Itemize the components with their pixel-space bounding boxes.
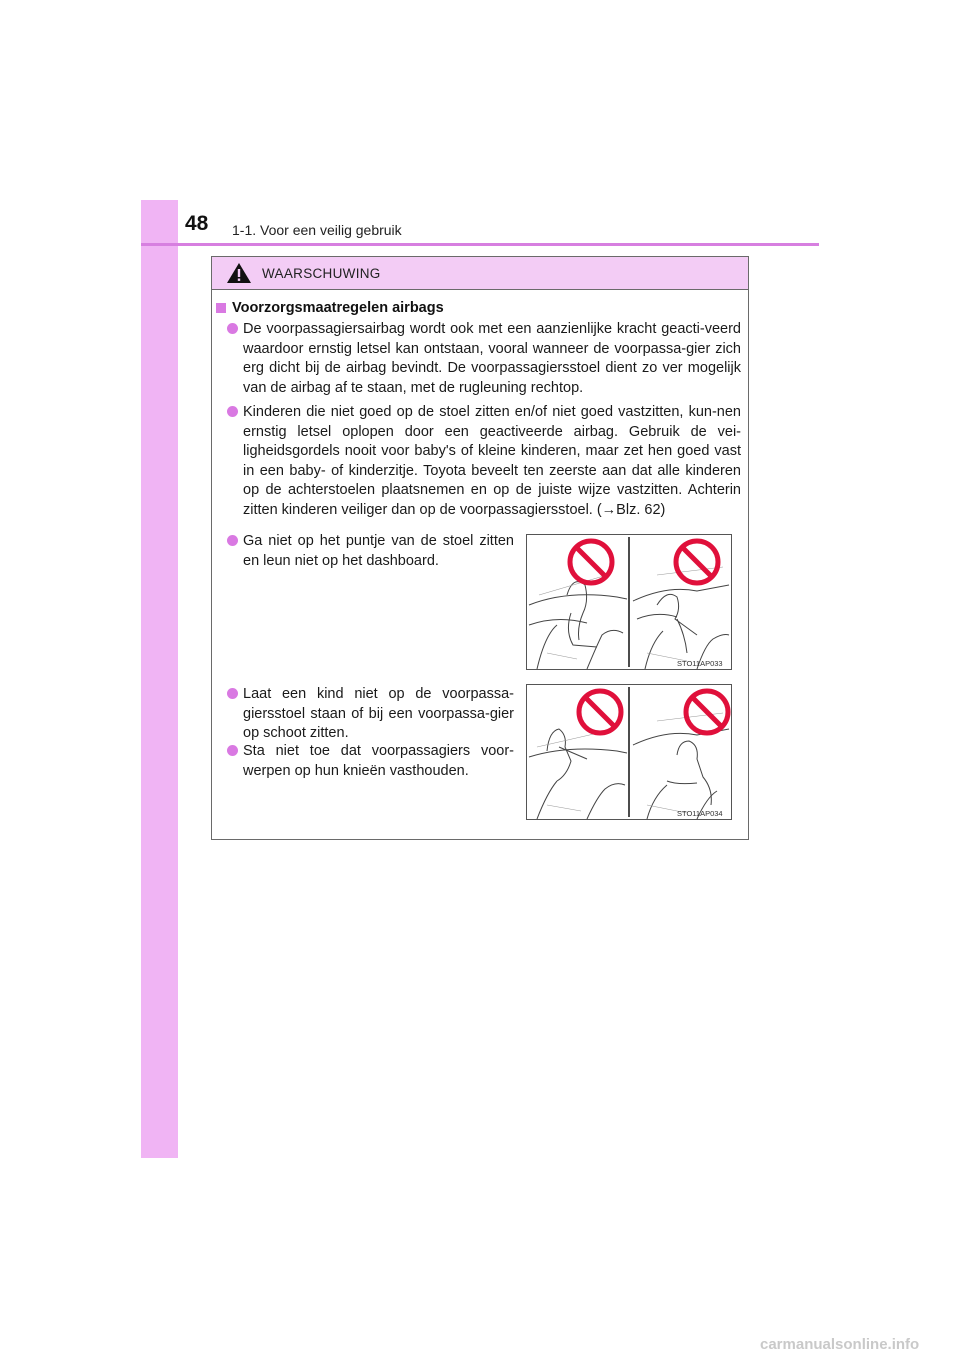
bullet-text: De voorpassagiersairbag wordt ook met een aanzienlijke kracht geacti-veerd waardoor ernstig letsel kan ontstaan, vooral wanneer de voorpassa-gier zich erg dicht bij de airbag bevindt. De voorpassagiersstoel dient zo ver mogelijk van de airbag af te staan, met de rugleuning rechtop. bbox=[243, 321, 741, 396]
bullet-item bbox=[243, 320, 741, 398]
bullet-dot-icon bbox=[227, 688, 238, 699]
warning-header bbox=[212, 257, 748, 290]
prohibition-icon bbox=[686, 691, 728, 733]
bullet-dot-icon bbox=[227, 406, 238, 417]
warning-label: WAARSCHUWING bbox=[262, 265, 381, 281]
page-number: 48 bbox=[185, 212, 209, 235]
subheading-text: Voorzorgsmaatregelen airbags bbox=[232, 300, 444, 316]
illustration-child-on-seat bbox=[526, 684, 732, 820]
bullet-dot-icon bbox=[227, 745, 238, 756]
bullet-dot-icon bbox=[227, 535, 238, 546]
bullet-item bbox=[243, 532, 514, 571]
section-title: 1-1. Voor een veilig gebruik bbox=[232, 222, 402, 238]
figure-code: STO11AP034 bbox=[677, 809, 723, 818]
prohibition-icon bbox=[676, 541, 718, 583]
warning-triangle-icon bbox=[226, 262, 252, 284]
bullet-text: Ga niet op het puntje van de stoel zitten en leun niet op het dashboard. bbox=[243, 533, 514, 569]
bullet-text: Kinderen die niet goed op de stoel zitten en/of niet goed vastzitten, kun-nen ernstig letsel oplopen door een geactiveerde airbag. Gebruik de vei-ligheidsgordels nooit voor baby's of kleine kinderen, maar zet hen goed vast in een baby- of kinderzitje. Toyota beveelt ten zeerste aan dat alle kinderen op de achterstoelen plaatsnemen en op de juiste wijze vastzitten. Achterin zitten kinderen veiliger dan op de voorpassagiersstoel. (→Blz. 62) bbox=[243, 404, 741, 518]
bullet-item bbox=[243, 685, 514, 744]
header-rule bbox=[141, 243, 819, 246]
figure-code: STO11AP033 bbox=[677, 659, 723, 668]
bullet-text: Sta niet toe dat voorpassagiers voor-werpen op hun knieën vasthouden. bbox=[243, 743, 514, 779]
bullet-text: Laat een kind niet op de voorpassa-giersstoel staan of bij een voorpassa-gier op schoot zitten. bbox=[243, 686, 514, 741]
prohibition-icon bbox=[579, 691, 621, 733]
bullet-dot-icon bbox=[227, 323, 238, 334]
watermark: carmanualsonline.info bbox=[760, 1336, 920, 1353]
square-bullet-icon bbox=[216, 303, 226, 313]
side-color-band bbox=[141, 200, 178, 1158]
illustration-leaning-on-dashboard bbox=[526, 534, 732, 670]
bullet-item bbox=[243, 742, 514, 781]
prohibition-icon bbox=[570, 541, 612, 583]
bullet-item bbox=[243, 403, 741, 520]
subheading bbox=[216, 300, 444, 316]
